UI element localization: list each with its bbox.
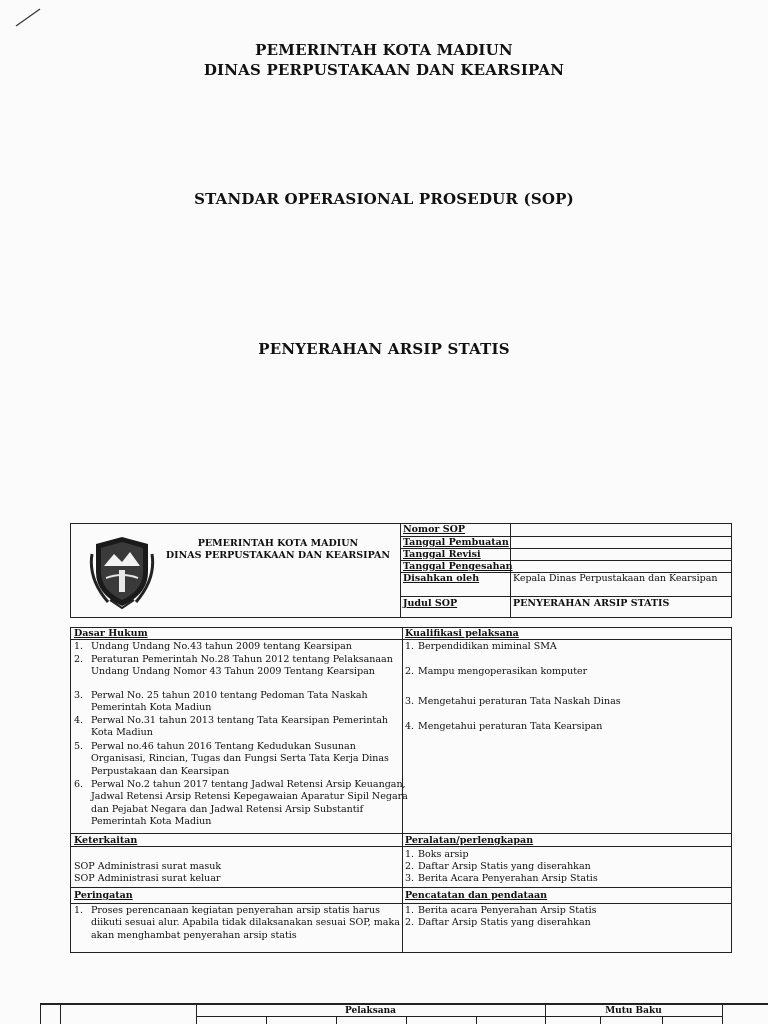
kualifikasi-title: Kualifikasi pelaksana <box>405 628 519 639</box>
keterkaitan-item: SOP Administrasi surat masuk <box>74 861 222 872</box>
label-tanggal-pengesahan: Tanggal Pengesahan <box>403 561 513 572</box>
keterkaitan-title: Keterkaitan <box>74 835 138 846</box>
label-judul-sop: Judul SOP <box>403 598 458 609</box>
header-dept: DINAS PERPUSTAKAAN DAN KEARSIPAN <box>203 61 565 79</box>
label-tanggal-revisi: Tanggal Revisi <box>403 549 481 560</box>
info-org-dept: DINAS PERPUSTAKAAN DAN KEARSIPAN <box>165 550 391 561</box>
kota-madiun-emblem <box>88 534 156 610</box>
label-nomor-sop: Nomor SOP <box>403 524 466 535</box>
peringatan-title: Peringatan <box>74 890 133 901</box>
document-title: PENYERAHAN ARSIP STATIS <box>258 340 510 358</box>
value-judul-sop: PENYERAHAN ARSIP STATIS <box>513 598 670 609</box>
keterkaitan-item: SOP Administrasi surat keluar <box>74 873 221 884</box>
mutu-baku-header: Mutu Baku <box>605 1006 662 1016</box>
dasar-hukum-title: Dasar Hukum <box>74 628 148 639</box>
info-org-gov: PEMERINTAH KOTA MADIUN <box>197 538 359 549</box>
peralatan-title: Peralatan/perlengkapan <box>405 835 534 846</box>
pen-mark <box>14 6 44 28</box>
label-disahkan-oleh: Disahkan oleh <box>403 573 480 584</box>
header-gov: PEMERINTAH KOTA MADIUN <box>255 41 513 59</box>
sop-heading: STANDAR OPERASIONAL PROSEDUR (SOP) <box>194 190 574 208</box>
pencatatan-title: Pencatatan dan pendataan <box>405 890 548 901</box>
value-disahkan-oleh: Kepala Dinas Perpustakaan dan Kearsipan <box>513 573 718 584</box>
pelaksana-header: Pelaksana <box>344 1006 396 1016</box>
label-tanggal-pembuatan: Tanggal Pembuatan <box>403 537 509 548</box>
